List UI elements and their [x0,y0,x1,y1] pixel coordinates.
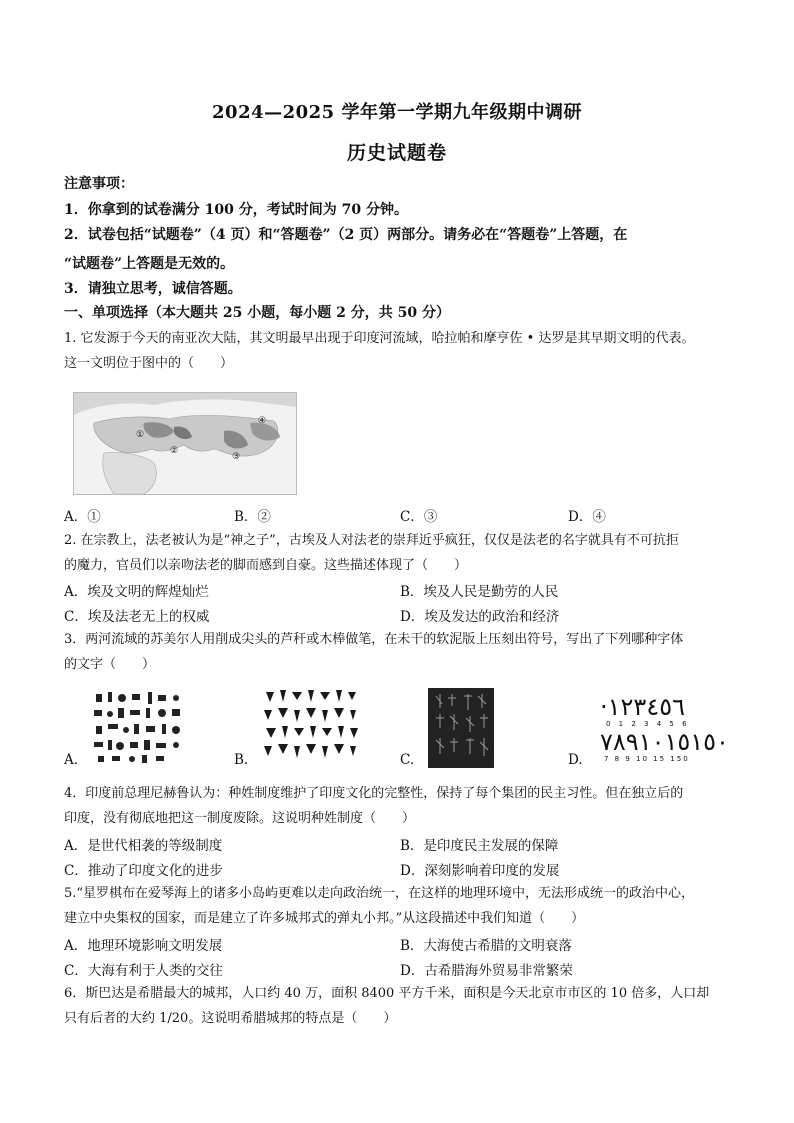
option-b[interactable]: B．② [234,509,271,525]
arabic-numerals-image [600,693,729,764]
hieroglyph-illustration [92,690,188,764]
hieroglyph-script-image [92,690,188,768]
option-b[interactable]: B．是印度民主发展的保障 [400,838,559,854]
map-label-4: ④ [258,416,267,426]
question-1-text: 这一文明位于图中的（ ） [64,356,234,371]
question-5-text: 5.“星罗棋布在爱琴海上的诸多小岛屿更难以走向政治统一，在这样的地理环境中，无法形成统一的政治中心， [64,886,695,901]
notes-item: 1．你拿到的试卷满分 100 分，考试时间为 70 分钟。 [64,202,408,218]
option-d[interactable]: D．埃及发达的政治和经济 [400,609,560,625]
question-6-text: 6．斯巴达是希腊最大的城邦，人口约 40 万，面积 8400 平方千米，面积是今天北京市市区的 10 倍多，人口却 [64,986,710,1001]
option-a[interactable]: A．① [64,509,101,525]
oracle-bone-script-image [428,688,494,772]
notes-item: 3．请独立思考，诚信答题。 [64,281,242,297]
question-3-text: 的文字（ ） [64,657,156,672]
map-label-3: ③ [232,452,241,462]
notes-heading: 注意事项： [64,176,134,192]
question-4-text: 印度，没有彻底地把这一制度废除。这说明种姓制度（ ） [64,811,416,826]
notes-item: “试题卷”上答题是无效的。 [64,256,235,272]
notes-item: 2．试卷包括“试题卷”（4 页）和“答题卷”（2 页）两部分。请务必在“答题卷”上答题，在 [64,227,628,243]
cuneiform-illustration [262,688,360,764]
map-label-1: ① [136,430,145,440]
option-b[interactable]: B．埃及人民是勤劳的人民 [400,584,559,600]
question-4-text: 4．印度前总理尼赫鲁认为：种姓制度维护了印度文化的完整性，保持了每个集团的民主习性。但在独立后的 [64,786,684,801]
cuneiform-script-image [262,688,360,768]
question-6-text: 只有后者的大约 1/20。这说明希腊城邦的特点是（ ） [64,1011,397,1026]
oracle-bone-illustration [428,688,494,768]
option-d[interactable]: D．深刻影响着印度的发展 [400,863,560,879]
map-illustration [74,393,296,494]
question-3-text: 3．两河流域的苏美尔人用削成尖头的芦秆或木棒做笔，在未干的软泥版上压刻出符号，写出了下列哪种字体 [64,632,684,647]
question-1-text: 1. 它发源于今天的南亚次大陆，其文明最早出现于印度河流域，哈拉帕和摩亨佐 • 达罗是其早期文明的代表。 [64,331,695,346]
numerals-top-caption: 0 1 2 3 4 5 6 [606,720,690,728]
question-2-text: 2. 在宗教上，法老被认为是“神之子”，古埃及人对法老的崇拜近乎疯狂，仅仅是法老的名字就具有不可抗拒 [64,533,679,548]
numerals-bottom-caption: 7 8 9 10 15 150 [604,755,690,763]
option-a[interactable]: A. [64,752,79,768]
option-b[interactable]: B. [234,752,249,768]
map-label-2: ② [170,446,179,456]
option-d[interactable]: D. [568,752,583,768]
option-b[interactable]: B．大海使古希腊的文明衰落 [400,938,572,954]
option-d[interactable]: D．④ [568,509,606,525]
world-map-figure [73,392,297,495]
numerals-top-row: ·١٢٣٤٥٦ [600,693,685,721]
option-a[interactable]: A．是世代相袭的等级制度 [64,838,223,854]
question-2-text: 的魔力，官员们以亲吻法老的脚而感到自豪。这些描述体现了（ ） [64,558,468,573]
option-a[interactable]: A．地理环境影响文明发展 [64,938,223,954]
numerals-bottom-row: ٧٨٩١٠١٥١٥٠ [600,728,729,756]
question-5-text: 建立中央集权的国家，而是建立了许多城邦式的弹丸小邦。”从这段描述中我们知道（ ） [64,911,585,926]
option-a[interactable]: A．埃及文明的辉煌灿烂 [64,584,209,600]
option-d[interactable]: D．古希腊海外贸易非常繁荣 [400,963,573,979]
exam-subtitle: 历史试题卷 [346,142,447,164]
section-title: 一、单项选择（本大题共 25 小题，每小题 2 分，共 50 分） [64,305,450,321]
option-c[interactable]: C．埃及法老无上的权威 [64,609,210,625]
exam-title: 2024—2025 学年第一学期九年级期中调研 [212,102,582,123]
option-c[interactable]: C．大海有利于人类的交往 [64,963,223,979]
option-c[interactable]: C．推动了印度文化的进步 [64,863,223,879]
option-c[interactable]: C. [400,752,415,768]
option-c[interactable]: C．③ [400,509,438,525]
